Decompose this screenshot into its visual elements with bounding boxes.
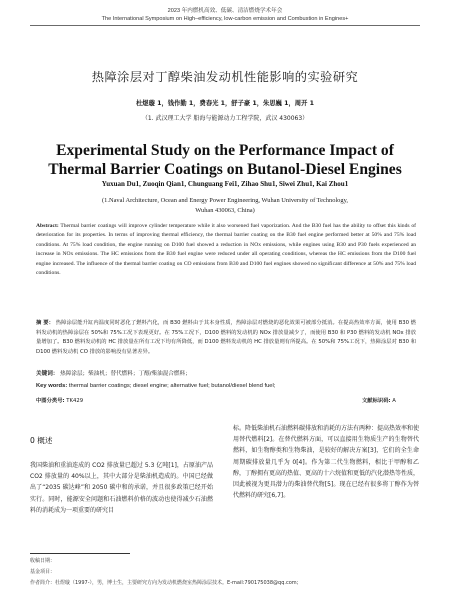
- authors-en: Yuxuan Du1, Zuoqin Qian1, Chunguang Fei1, Zihao Shu1, Siwei Zhu1, Kai Zhou1: [101, 180, 349, 188]
- abstract-cn-label: 摘 要：: [36, 320, 55, 326]
- section-heading: 0 概述: [30, 436, 53, 445]
- abstract-en: [36, 222, 416, 278]
- doc-label: 文献标识码:: [362, 398, 391, 404]
- footnote-divider: [30, 553, 130, 554]
- keywords-en: [36, 383, 416, 389]
- clc-value: TK429: [66, 398, 84, 404]
- paper-title-en-line2: Thermal Barrier Coatings on Butanol-Diesel Engines: [48, 161, 402, 178]
- paper-title-cn: 热障涂层对丁醇柴油发动机性能影响的实验研究: [91, 70, 359, 84]
- abstract-en-text: Thermal barrier coatings will improve cylinder temperature while it also worsened fuel vaporization. And the B30 fuel has the ability to offset this kinds of deterioration for its properties. In terms of improving thermal efficiency, the thermal barrier coating on the B30 fuel engine performed better at 50% and 75% load conditions. At 75% load condition, the engine running on D100 fuel showed a reduction in NOx emissions, while engines using B30 and P30 fuels experienced an increase in NOx emissions. The HC emissions from the B30 fuel engine were reduced under all operating conditions, whereas the HC emissions from the D100 fuel engine increased. The influence of the thermal barrier coating on CO emissions from B30 and D100 fuel engines showed no significant difference at 50% and 75% load conditions.: [36, 223, 416, 277]
- body-text-left-column: 我国柴油和重油连成的 CO2 排放量已超过 5.3 亿吨[1]，占原油产品 CO2 排放量的 40%以上，其中大部分是柴油机造成的。中国已经做出了“2035 碳达峰”和 2050 碳中和的承诺，并且很多政策已经开始实行。同时，能源安全问题和石油燃料价格的波动也使得减少石油燃料的消耗成为一项重要的研究目: [30, 462, 213, 514]
- affiliation-en-line2: Wuhan 430063, China): [195, 207, 255, 214]
- body-text-right-column: 标。降低柴油机石油燃料碳排放和消耗的方法有两种：提高热效率和使用替代燃料[2]。在替代燃料方面，可以直接用生物质生产的生物替代燃料，如生物醇类和生物柴油，是较好的解决方案[3]，它们的全生命周期碳排放量几乎为 0[4]。作为第二代生物燃料，相比于甲醇和乙醇，丁醇拥有更高的热值、更高的十六烷值和更低的汽化潜热等性质，因此被视为更具潜力的柴油替代物[5]。现在已经有很多将丁醇作为替代燃料的研究[6,7]。: [233, 425, 420, 500]
- abstract-cn: [36, 319, 416, 357]
- affiliation-cn: （1. 武汉理工大学 船海与能源动力工程学院，武汉 430063）: [141, 115, 309, 122]
- abstract-cn-text: 热障涂层能升缸内温度同时恶化了燃料汽化，而 B30 燃料由于其本身性质，热障涂层对燃烧的恶化效果可被部分抵消。在提高热效率方面，使用 B30 燃料发动机的热障涂层在 50%和 75%工况下表现更好。在 75%工况下，D100 燃料的发动机的 NOx 排放量减少了，而使用 B30 和 P30 燃料的发动机 NOx 排放量增加了。B30 燃料发动机的 HC 排放量在所有工况下均有所降低，而 D100 燃料发动机的 HC 排放量则有所提高。在 50%和 75%工况下，热障涂层对 B30 和 D100 燃料发动机 CO 排放的影响没有显著差异。: [36, 320, 416, 355]
- footnote-fund: 基金项目：: [30, 569, 56, 575]
- clc-label: 中图分类号:: [36, 398, 65, 404]
- header-divider: [30, 25, 420, 26]
- keywords-en-text: thermal barrier coatings; diesel engine; alternative fuel; butanol/diesel blend fuel;: [68, 383, 276, 389]
- footnote-author: 作者简介：杜煜璇（1997-），男，博士生，主要研究方向为发动机燃烧室热障涂层技术。E-mail:790175038@qq.com;: [30, 580, 299, 586]
- keywords-en-label: Key words:: [36, 383, 68, 389]
- conference-header-en: The International Symposium on High–efficiency, low-carbon emission and Combustion in Engines+: [101, 15, 349, 22]
- paper-title-en-line1: Experimental Study on the Performance Impact of: [56, 142, 394, 159]
- document-code: [362, 396, 396, 404]
- clc-number: [36, 396, 83, 404]
- authors-cn: 杜煜璇 1，钱作勤 1，费春光 1，舒子豪 1，朱思巍 1，周开 1: [136, 100, 314, 107]
- affiliation-en-line1: (1.Naval Architecture, Ocean and Energy Power Engineering, Wuhan University of Technology,: [102, 197, 348, 204]
- keywords-cn-label: 关键词：: [36, 371, 59, 377]
- abstract-en-label: Abstract:: [36, 223, 59, 229]
- doc-value: A: [392, 398, 396, 404]
- keywords-cn: [36, 369, 416, 377]
- conference-header-cn: 2023 年内燃机高效、低碳、清洁燃烧学术年会: [167, 8, 283, 14]
- keywords-cn-text: 热障涂层；柴油机；替代燃料；丁醇/柴油混合燃料；: [60, 371, 191, 377]
- footnote-received: 收稿日期：: [30, 558, 56, 564]
